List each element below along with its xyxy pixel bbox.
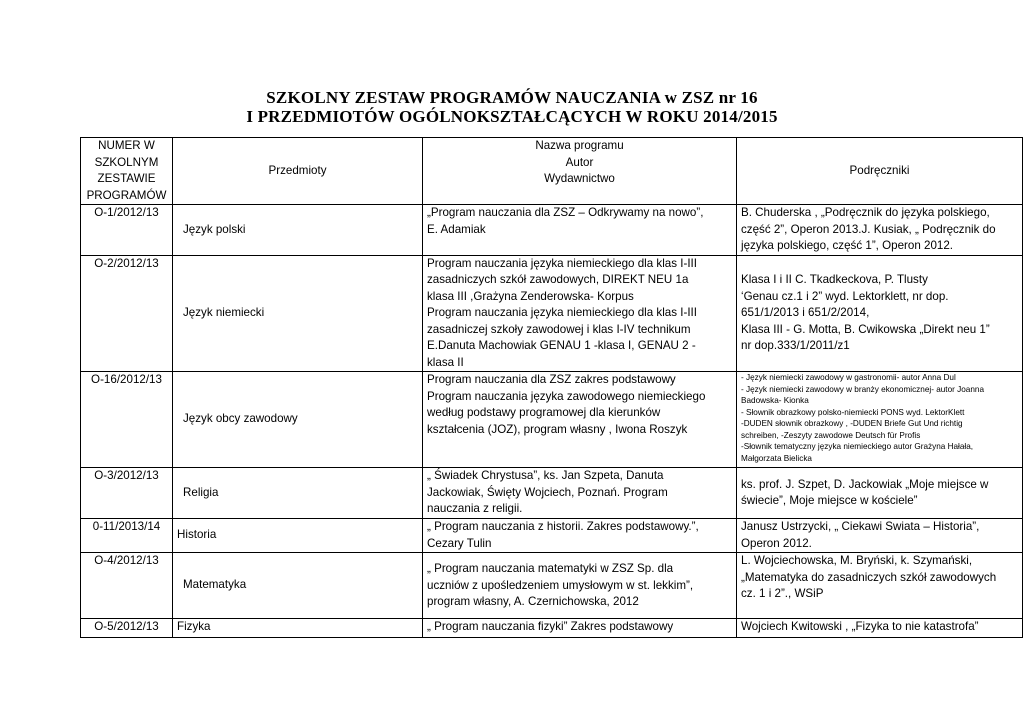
header-numer-line: ZESTAWIE bbox=[97, 172, 156, 185]
podrecznik-line: Operon 2012. bbox=[741, 536, 812, 550]
program-line: Jackowiak, Święty Wojciech, Poznań. Program bbox=[427, 485, 668, 499]
podrecznik-line: - Język niemiecki zawodowy w gastronomii- autor Anna Dul bbox=[741, 373, 956, 382]
programs-table bbox=[80, 137, 1023, 638]
podrecznik-line: Janusz Ustrzycki, „ Ciekawi Swiata – Historia”, bbox=[741, 520, 980, 533]
program-line: Program nauczania języka zawodowego niemieckiego bbox=[427, 389, 706, 403]
row-przedmiot: Religia bbox=[173, 468, 423, 519]
row-przedmiot: Język polski bbox=[173, 205, 423, 256]
program-line: klasa III ,Grażyna Zenderowska- Korpus bbox=[427, 289, 634, 303]
podrecznik-line: schreiben, -Zeszyty zawodowe Deutsch für Profis bbox=[741, 430, 921, 440]
program-line: Cezary Tulin bbox=[427, 536, 492, 550]
row-numer: O-1/2012/13 bbox=[81, 205, 173, 256]
document-title-line1: SZKOLNY ZESTAW PROGRAMÓW NAUCZANIA w ZSZ nr 16 bbox=[266, 88, 758, 107]
table-row bbox=[81, 519, 1023, 553]
row-program bbox=[423, 553, 737, 619]
program-line: „ Świadek Chrystusa”, ks. Jan Szpeta, Danuta bbox=[427, 469, 664, 482]
row-podreczniki bbox=[737, 205, 1023, 256]
podrecznik-line: Klasa III - G. Motta, B. Cwikowska „Direkt neu 1” bbox=[741, 322, 990, 336]
row-program bbox=[423, 519, 737, 553]
podrecznik-line: ‘Genau cz.1 i 2” wyd. Lektorklett, nr dop. bbox=[741, 289, 949, 303]
row-program bbox=[423, 372, 737, 468]
table-row bbox=[81, 372, 1023, 468]
program-line: „ Program nauczania matematyki w ZSZ Sp. dla bbox=[427, 562, 674, 575]
header-podreczniki: Podręczniki bbox=[737, 138, 1023, 205]
header-numer bbox=[81, 138, 173, 205]
header-przedmioty: Przedmioty bbox=[173, 138, 423, 205]
podrecznik-line: cz. 1 i 2”., WSiP bbox=[741, 587, 824, 600]
row-program bbox=[423, 468, 737, 519]
podrecznik-line: ks. prof. J. Szpet, D. Jackowiak „Moje miejsce w bbox=[741, 477, 989, 491]
podrecznik-line: - Słownik obrazkowy polsko-niemiecki PONS wyd. LektorKlett bbox=[741, 407, 965, 417]
row-numer: O-5/2012/13 bbox=[81, 619, 173, 638]
row-przedmiot: Język obcy zawodowy bbox=[173, 372, 423, 468]
podrecznik-line bbox=[741, 256, 1018, 273]
program-line: „ Program nauczania z historii. Zakres podstawowy.”, bbox=[427, 520, 699, 533]
podrecznik-line: -DUDEN słownik obrazkowy , -DUDEN Briefe Gut Und richtig bbox=[741, 419, 963, 428]
program-line: E.Danuta Machowiak GENAU 1 -klasa I, GENAU 2 - bbox=[427, 339, 696, 352]
header-numer-line: PROGRAMÓW bbox=[86, 188, 167, 202]
program-line bbox=[427, 553, 732, 561]
table-header-row bbox=[81, 138, 1023, 205]
document-title-line2: I PRZEDMIOTÓW OGÓLNOKSZTAŁCĄCYCH W ROKU 2014/2015 bbox=[246, 107, 778, 126]
row-numer: O-16/2012/13 bbox=[81, 372, 173, 468]
row-numer: O-4/2012/13 bbox=[81, 553, 173, 619]
row-podreczniki bbox=[737, 255, 1023, 372]
row-numer: O-3/2012/13 bbox=[81, 468, 173, 519]
podrecznik-line: część 2”, Operon 2013.J. Kusiak, „ Podręcznik do bbox=[741, 222, 996, 236]
row-podreczniki bbox=[737, 519, 1023, 553]
podrecznik-line: Badowska- Kionka bbox=[741, 396, 809, 405]
podrecznik-line: - Język niemiecki zawodowy w branży ekonomicznej- autor Joanna bbox=[741, 384, 985, 394]
header-program-line: Nazwa programu bbox=[535, 139, 624, 152]
table-row bbox=[81, 553, 1023, 619]
table-row bbox=[81, 619, 1023, 638]
podrecznik-line: 651/1/2013 i 651/2/2014, bbox=[741, 306, 870, 319]
podrecznik-line: Klasa I i II C. Tkadkeckova, P. Tlusty bbox=[741, 273, 928, 286]
row-podreczniki bbox=[737, 619, 1023, 638]
row-program bbox=[423, 619, 737, 638]
program-line: nauczania z religii. bbox=[427, 502, 523, 515]
header-numer-line: NUMER W bbox=[98, 139, 155, 152]
program-line: zasadniczych szkół zawodowych, DIREKT NEU 1a bbox=[427, 273, 689, 286]
program-line: uczniów z upośledzeniem umysłowym w st. lekkim”, bbox=[427, 578, 694, 592]
row-podreczniki bbox=[737, 553, 1023, 619]
podrecznik-line: L. Wojciechowska, M. Bryński, k. Szymański, bbox=[741, 554, 973, 567]
podrecznik-line: nr dop.333/1/2011/z1 bbox=[741, 339, 850, 352]
table-row bbox=[81, 255, 1023, 372]
program-line: klasa II bbox=[427, 355, 464, 369]
row-przedmiot: Fizyka bbox=[173, 619, 423, 638]
podrecznik-line: Wojciech Kwitowski , „Fizyka to nie katastrofa” bbox=[741, 620, 979, 633]
header-numer-line: SZKOLNYM bbox=[94, 155, 159, 169]
header-program-line: Autor bbox=[565, 155, 594, 169]
podrecznik-line: Małgorzata Bielicka bbox=[741, 453, 812, 463]
program-line: program własny, A. Czernichowska, 2012 bbox=[427, 595, 639, 608]
row-numer: 0-11/2013/14 bbox=[81, 519, 173, 553]
program-line: Program nauczania języka niemieckiego dla klas I-III bbox=[427, 256, 698, 270]
podrecznik-line: języka polskiego, część 1”, Operon 2012. bbox=[741, 239, 954, 252]
program-line: E. Adamiak bbox=[427, 222, 486, 236]
row-podreczniki bbox=[737, 468, 1023, 519]
header-program-line: Wydawnictwo bbox=[544, 172, 615, 185]
podrecznik-line: „Matematyka do zasadniczych szkół zawodowych bbox=[741, 570, 997, 584]
table-row bbox=[81, 468, 1023, 519]
program-line: „Program nauczania dla ZSZ – Odkrywamy na nowo”, bbox=[427, 206, 704, 219]
row-przedmiot: Historia bbox=[173, 519, 423, 553]
podrecznik-line: B. Chuderska , „Podręcznik do języka polskiego, bbox=[741, 206, 990, 219]
program-line: kształcenia (JOZ), program własny , Iwona Roszyk bbox=[427, 422, 688, 436]
table-row bbox=[81, 205, 1023, 256]
program-line: Program nauczania języka niemieckiego dla klas I-III bbox=[427, 306, 698, 319]
program-line: „ Program nauczania fizyki” Zakres podstawowy bbox=[427, 620, 674, 633]
row-przedmiot: Matematyka bbox=[173, 553, 423, 619]
row-program bbox=[423, 255, 737, 372]
program-line: Program nauczania dla ZSZ zakres podstawowy bbox=[427, 373, 676, 386]
row-program bbox=[423, 205, 737, 256]
program-line: zasadniczej szkoły zawodowej i klas I-IV technikum bbox=[427, 322, 691, 336]
row-numer: O-2/2012/13 bbox=[81, 255, 173, 372]
podrecznik-line: -Słownik tematyczny języka niemieckiego autor Grażyna Hałała, bbox=[741, 442, 974, 451]
header-program bbox=[423, 138, 737, 205]
podrecznik-line: świecie”, Moje miejsce w kościele” bbox=[741, 494, 918, 507]
program-line: według podstawy programowej dla kierunków bbox=[427, 406, 661, 419]
row-przedmiot: Język niemiecki bbox=[173, 255, 423, 372]
row-podreczniki bbox=[737, 372, 1023, 468]
